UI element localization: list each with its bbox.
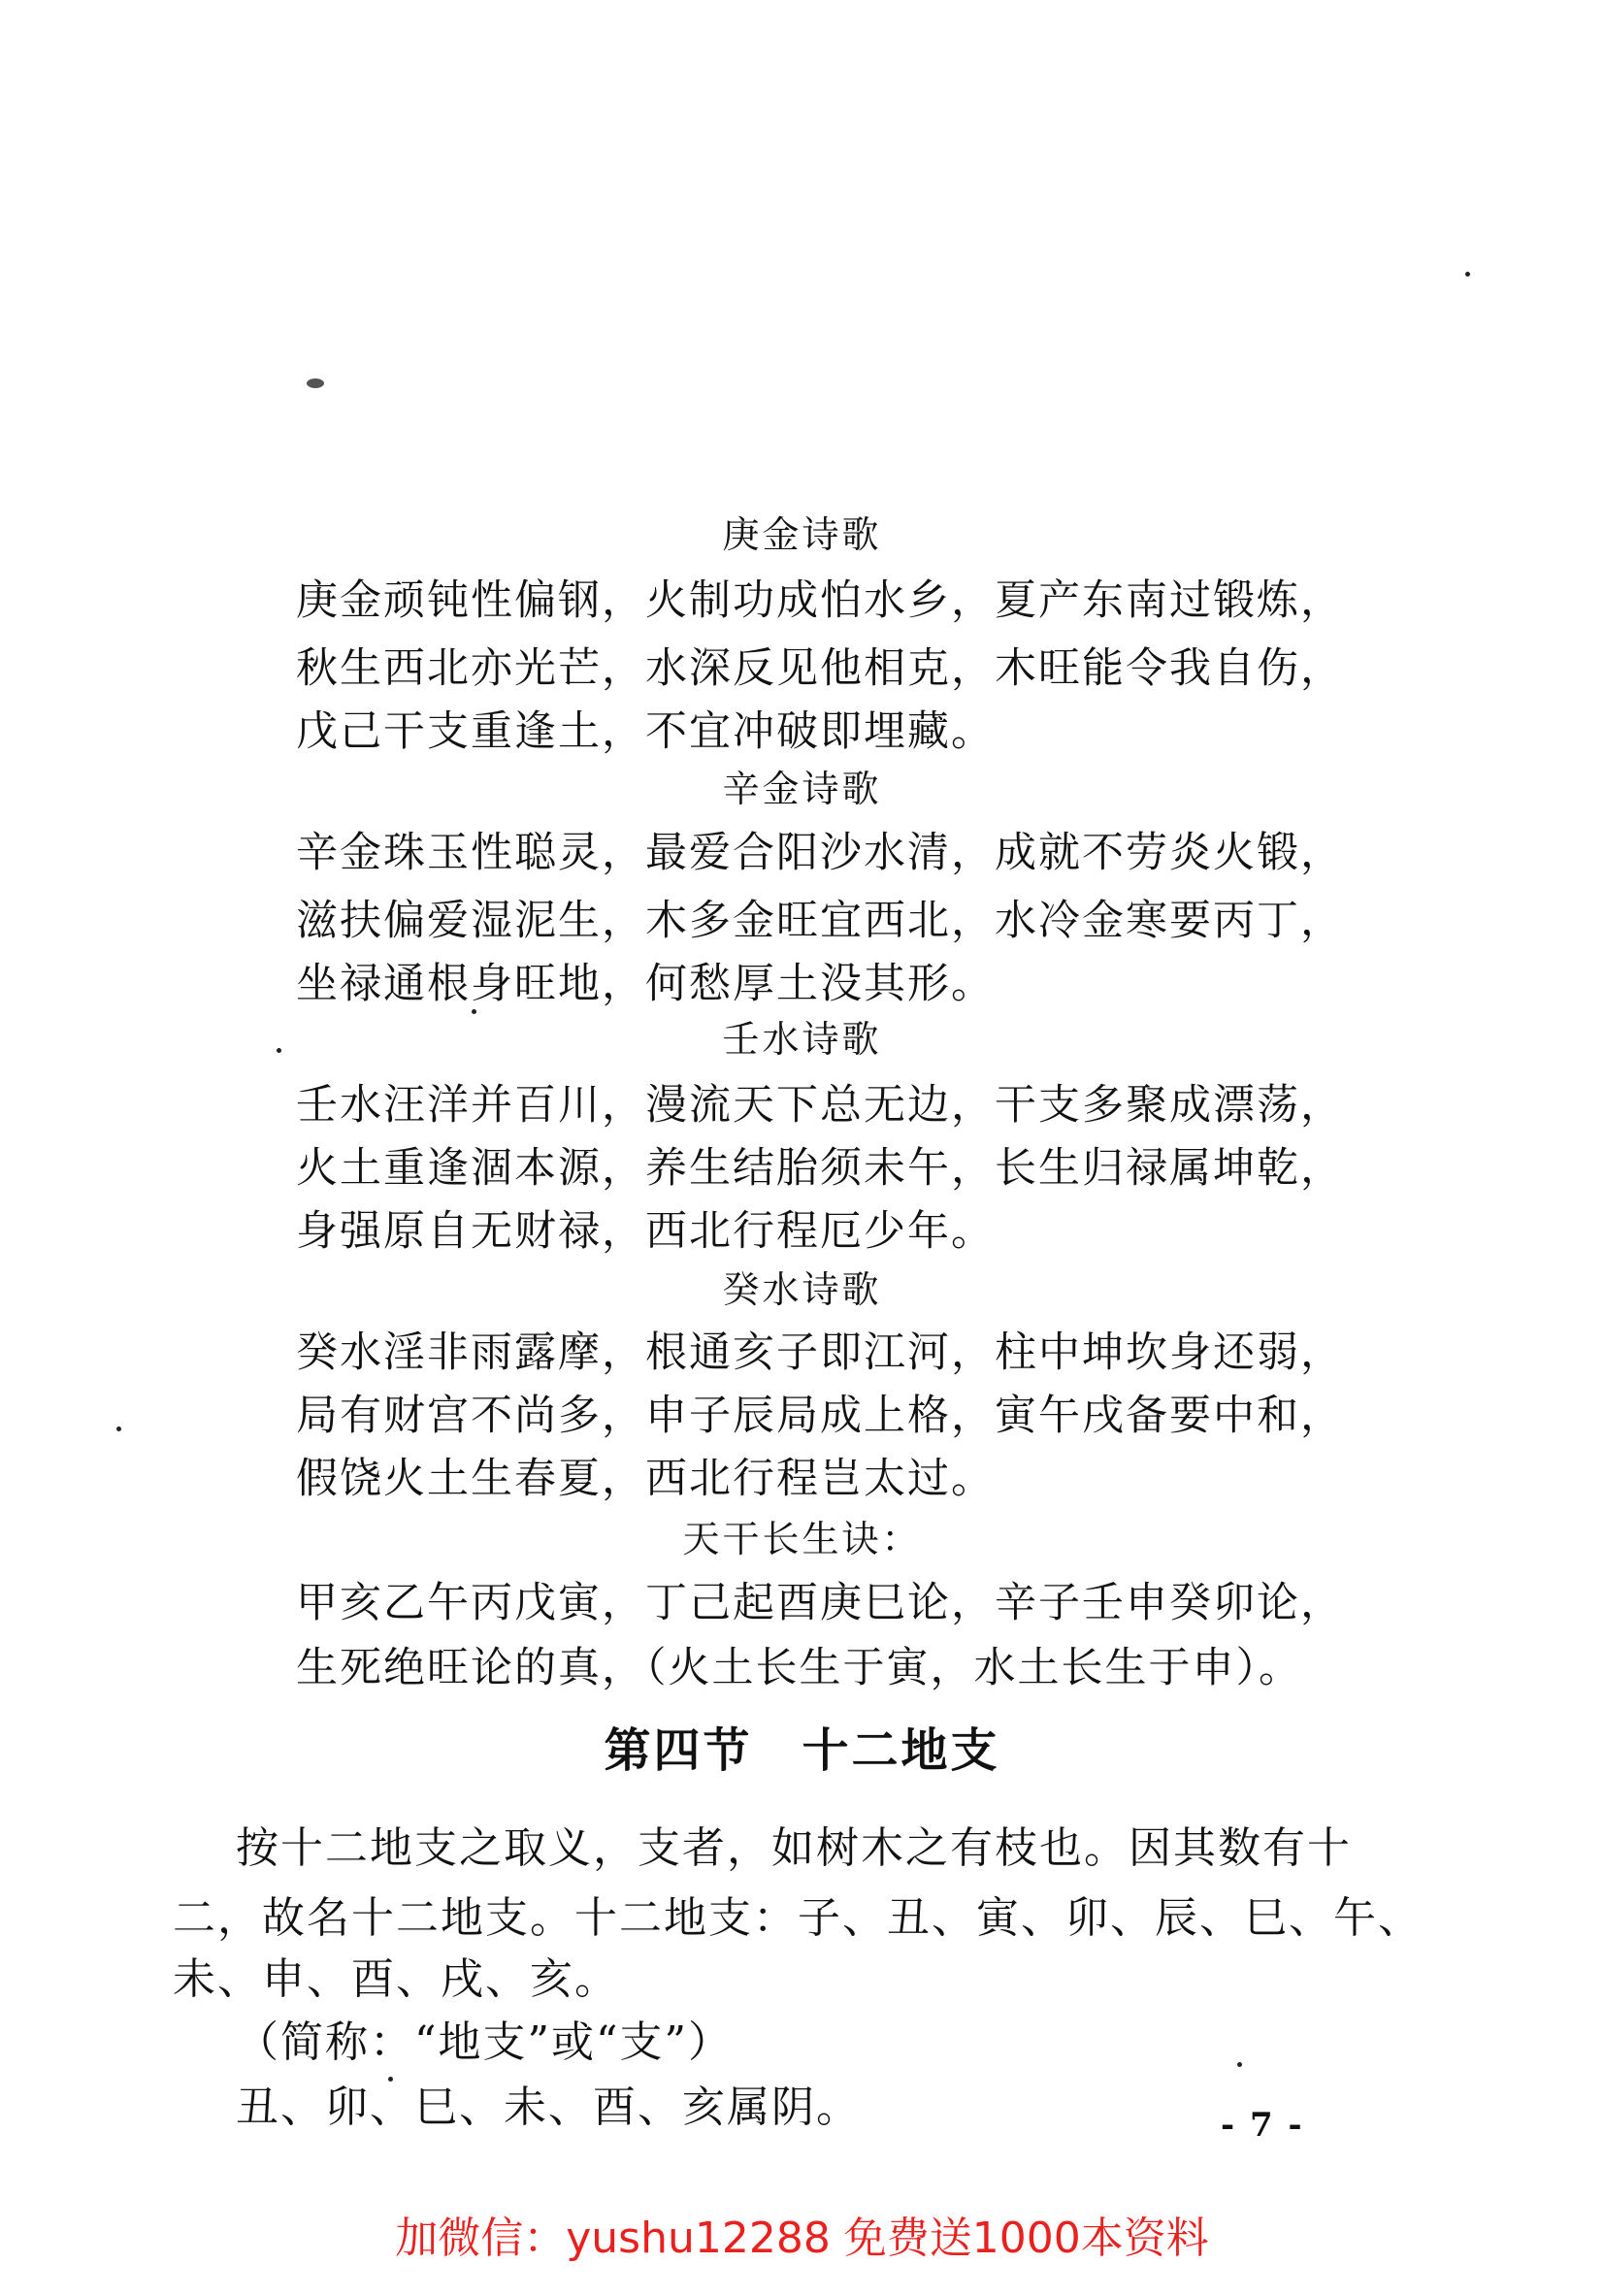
- rhyme-title-changsheng: 天干长生诀：: [682, 1518, 922, 1560]
- poem-line: 壬水汪洋并百川，漫流天下总无边，干支多聚成漂荡，: [296, 1081, 1344, 1130]
- poem-line: 假饶火土生春夏，西北行程岂太过。: [296, 1455, 995, 1503]
- section-paragraph-line: 丑、卯、巳、未、酉、亥属阴。: [236, 2083, 861, 2132]
- section-paragraph-line: 按十二地支之取义，支者，如树木之有枝也。因其数有十: [236, 1823, 1352, 1873]
- poem-title-geng-metal: 庚金诗歌: [722, 513, 882, 556]
- poem-line: 秋生西北亦光芒，水深反见他相克，木旺能令我自伤，: [296, 644, 1344, 693]
- poem-line: 火土重逢涸本源，养生结胎须未午，长生归禄属坤乾，: [296, 1144, 1344, 1193]
- page-number: - 7 -: [1221, 2106, 1304, 2145]
- scan-speck: [116, 1427, 121, 1431]
- poem-line: 戊己干支重逢土，不宜冲破即埋藏。: [296, 707, 995, 756]
- scan-speck: [1237, 2062, 1242, 2067]
- poem-line: 庚金顽钝性偏钢，火制功成怕水乡，夏产东南过锻炼，: [296, 576, 1344, 625]
- section-title: 第四节 十二地支: [604, 1723, 1000, 1778]
- poem-line: 坐禄通根身旺地，何愁厚土没其形。: [296, 960, 995, 1008]
- section-paragraph-line: 未、申、酉、戌、亥。: [173, 1954, 619, 2004]
- poem-line: 癸水淫非雨露摩，根通亥子即江河，柱中坤坎身还弱，: [296, 1328, 1344, 1377]
- poem-title-xin-metal: 辛金诗歌: [722, 768, 882, 810]
- watermark-banner: 加微信：yushu12288 免费送1000本资料: [395, 2214, 1209, 2263]
- scan-speck: [307, 378, 324, 388]
- poem-title-gui-water: 癸水诗歌: [722, 1268, 882, 1311]
- poem-line: 滋扶偏爱湿泥生，木多金旺宜西北，水冷金寒要丙丁，: [296, 897, 1344, 945]
- poem-title-ren-water: 壬水诗歌: [722, 1018, 882, 1061]
- poem-line: 身强原自无财禄，西北行程厄少年。: [296, 1207, 995, 1256]
- rhyme-line: 甲亥乙午丙戊寅，丁己起酉庚巳论，辛子壬申癸卯论，: [296, 1579, 1344, 1627]
- poem-line: 辛金珠玉性聪灵，最爱合阳沙水清，成就不劳炎火锻，: [296, 829, 1344, 877]
- section-paragraph-line: （简称：“地支”或“支”）: [236, 2017, 733, 2067]
- scan-speck: [1465, 272, 1470, 277]
- poem-line: 局有财宫不尚多，申子辰局成上格，寅午戌备要中和，: [296, 1392, 1344, 1440]
- rhyme-line: 生死绝旺论的真，（火土长生于寅，水土长生于申）。: [296, 1644, 1302, 1692]
- section-paragraph-line: 二，故名十二地支。十二地支：子、丑、寅、卯、辰、巳、午、: [173, 1893, 1423, 1943]
